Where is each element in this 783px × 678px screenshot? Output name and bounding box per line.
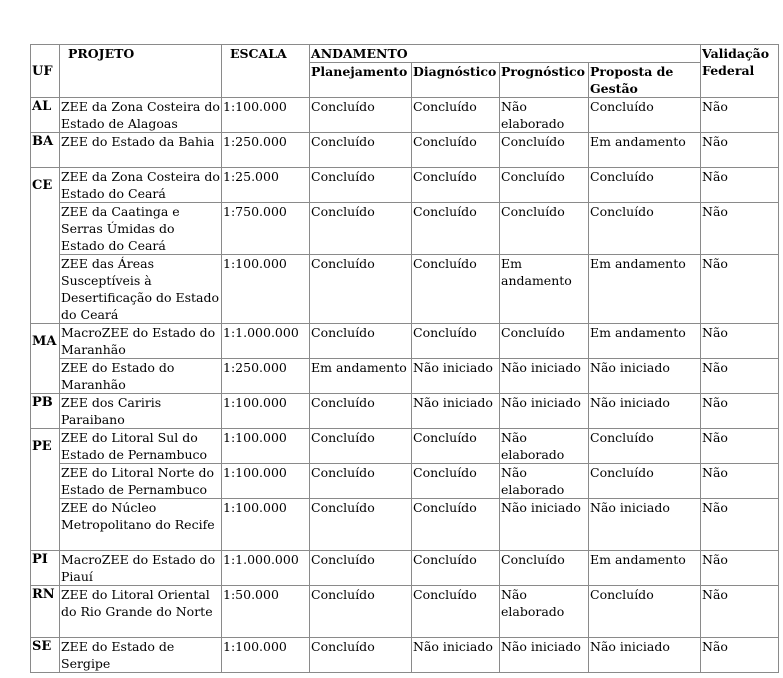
- cell-validacao: Não: [701, 586, 779, 638]
- cell-escala: 1:1.000.000: [222, 324, 310, 359]
- cell-escala: 1:100.000: [222, 464, 310, 499]
- table-row: [31, 551, 779, 586]
- cell-validacao: Não: [701, 203, 779, 255]
- uf-cell: MA: [31, 324, 60, 394]
- table-row: [31, 394, 779, 429]
- cell-prognostico: Não iniciado: [500, 499, 589, 551]
- cell-escala: 1:1.000.000: [222, 551, 310, 586]
- cell-diagnostico: Concluído: [412, 255, 500, 324]
- cell-planejamento: Concluído: [310, 429, 412, 464]
- cell-projeto: ZEE das Áreas Susceptíveis à Desertificação do Estado do Ceará: [60, 255, 222, 324]
- cell-projeto: ZEE do Litoral Norte do Estado de Pernambuco: [60, 464, 222, 499]
- table-row: [31, 98, 779, 133]
- cell-prognostico: Concluído: [500, 324, 589, 359]
- cell-prognostico: Concluído: [500, 203, 589, 255]
- cell-proposta: Não iniciado: [589, 394, 701, 429]
- table-row: [31, 255, 779, 324]
- header-escala: ESCALA: [222, 45, 310, 98]
- cell-planejamento: Concluído: [310, 551, 412, 586]
- table-row: [31, 324, 779, 359]
- header-proposta: Proposta de Gestão: [589, 63, 701, 98]
- cell-escala: 1:50.000: [222, 586, 310, 638]
- cell-proposta: Concluído: [589, 203, 701, 255]
- uf-cell: BA: [31, 133, 60, 168]
- cell-proposta: Concluído: [589, 98, 701, 133]
- cell-escala: 1:250.000: [222, 133, 310, 168]
- table-row: [31, 499, 779, 551]
- table-row: [31, 464, 779, 499]
- table-row: [31, 133, 779, 168]
- cell-planejamento: Concluído: [310, 324, 412, 359]
- cell-escala: 1:100.000: [222, 98, 310, 133]
- table-row: [31, 203, 779, 255]
- cell-escala: 1:25.000: [222, 168, 310, 203]
- cell-escala: 1:100.000: [222, 394, 310, 429]
- cell-prognostico: Em andamento: [500, 255, 589, 324]
- cell-projeto: ZEE do Estado de Sergipe: [60, 638, 222, 673]
- cell-escala: 1:100.000: [222, 429, 310, 464]
- cell-projeto: MacroZEE do Estado do Piauí: [60, 551, 222, 586]
- cell-escala: 1:750.000: [222, 203, 310, 255]
- cell-proposta: Não iniciado: [589, 499, 701, 551]
- cell-proposta: Não iniciado: [589, 359, 701, 394]
- cell-planejamento: Concluído: [310, 98, 412, 133]
- uf-cell: AL: [31, 98, 60, 133]
- cell-diagnostico: Concluído: [412, 499, 500, 551]
- table-row: [31, 429, 779, 464]
- cell-projeto: ZEE da Zona Costeira do Estado de Alagoas: [61, 99, 220, 131]
- cell-diagnostico: Concluído: [412, 133, 500, 168]
- cell-diagnostico: Concluído: [412, 464, 500, 499]
- cell-validacao: Não: [701, 464, 779, 499]
- cell-validacao: Não: [701, 359, 779, 394]
- table-row: [31, 586, 779, 638]
- cell-diagnostico: Concluído: [412, 324, 500, 359]
- cell-validacao: Não: [701, 255, 779, 324]
- cell-escala: 1:100.000: [222, 255, 310, 324]
- cell-projeto: ZEE do Estado da Bahia: [60, 133, 222, 168]
- cell-diagnostico: Não iniciado: [412, 394, 500, 429]
- header-projeto: PROJETO: [60, 45, 222, 98]
- cell-projeto: ZEE dos Cariris Paraibano: [60, 394, 222, 429]
- cell-validacao: Não: [701, 98, 779, 133]
- header-planejamento: Planejamento: [310, 63, 412, 98]
- cell-validacao: Não: [701, 394, 779, 429]
- cell-proposta: Concluído: [589, 168, 701, 203]
- cell-planejamento: Concluído: [310, 133, 412, 168]
- header-andamento: ANDAMENTO: [310, 45, 701, 63]
- cell-projeto: ZEE do Núcleo Metropolitano do Recife: [60, 499, 222, 551]
- cell-planejamento: Concluído: [310, 586, 412, 638]
- cell-validacao: Não: [701, 551, 779, 586]
- header-validacao: Validação Federal: [701, 45, 779, 98]
- table-row: [31, 168, 779, 203]
- cell-prognostico: Concluído: [500, 551, 589, 586]
- header-row-1: [31, 45, 779, 63]
- cell-diagnostico: Concluído: [412, 203, 500, 255]
- cell-validacao: Não: [701, 429, 779, 464]
- cell-prognostico: Não elaborado: [500, 586, 589, 638]
- uf-cell: CE: [31, 168, 60, 324]
- cell-proposta: Concluído: [589, 464, 701, 499]
- header-diagnostico: Diagnóstico: [412, 63, 500, 98]
- cell-diagnostico: Não iniciado: [412, 359, 500, 394]
- cell-prognostico: Não iniciado: [500, 359, 589, 394]
- cell-validacao: Não: [701, 133, 779, 168]
- cell-diagnostico: Concluído: [412, 168, 500, 203]
- cell-validacao: Não: [701, 499, 779, 551]
- uf-cell: RN: [31, 586, 60, 638]
- cell-escala: 1:100.000: [222, 499, 310, 551]
- cell-projeto: ZEE da Caatinga e Serras Úmidas do Estado do Ceará: [60, 203, 222, 255]
- cell-proposta: Em andamento: [589, 324, 701, 359]
- uf-cell: PI: [31, 551, 60, 586]
- cell-planejamento: Concluído: [310, 499, 412, 551]
- cell-escala: 1:250.000: [222, 359, 310, 394]
- uf-cell: SE: [31, 638, 60, 673]
- cell-prognostico: Concluído: [500, 133, 589, 168]
- table-row: [31, 359, 779, 394]
- cell-planejamento: Concluído: [310, 464, 412, 499]
- cell-proposta: Em andamento: [589, 551, 701, 586]
- cell-projeto: ZEE do Litoral Oriental do Rio Grande do Norte: [60, 586, 222, 638]
- cell-proposta: Não iniciado: [589, 638, 701, 673]
- cell-diagnostico: Concluído: [412, 551, 500, 586]
- cell-proposta: Em andamento: [589, 255, 701, 324]
- table-row: [31, 638, 779, 673]
- cell-validacao: Não: [701, 638, 779, 673]
- cell-prognostico: Concluído: [500, 168, 589, 203]
- cell-planejamento: Em andamento: [310, 359, 412, 394]
- cell-projeto: ZEE do Litoral Sul do Estado de Pernambuco: [60, 429, 222, 464]
- cell-prognostico: Não elaborado: [500, 464, 589, 499]
- uf-cell: PB: [31, 394, 60, 429]
- cell-planejamento: Concluído: [310, 203, 412, 255]
- cell-planejamento: Concluído: [310, 638, 412, 673]
- header-uf: UF: [31, 45, 60, 98]
- cell-validacao: Não: [701, 324, 779, 359]
- cell-diagnostico: Concluído: [412, 586, 500, 638]
- cell-prognostico: Não elaborado: [500, 429, 589, 464]
- cell-proposta: Concluído: [589, 429, 701, 464]
- uf-cell: PE: [31, 429, 60, 551]
- cell-diagnostico: Concluído: [412, 429, 500, 464]
- cell-proposta: Concluído: [589, 586, 701, 638]
- header-prognostico: Prognóstico: [500, 63, 589, 98]
- cell-planejamento: Concluído: [310, 394, 412, 429]
- cell-diagnostico: Concluído: [412, 98, 500, 133]
- zee-status-table: [30, 44, 779, 673]
- cell-prognostico: Não iniciado: [500, 638, 589, 673]
- cell-validacao: Não: [701, 168, 779, 203]
- cell-diagnostico: Não iniciado: [412, 638, 500, 673]
- cell-escala: 1:100.000: [222, 638, 310, 673]
- cell-projeto: ZEE do Estado do Maranhão: [60, 359, 222, 394]
- cell-projeto: ZEE da Zona Costeira do Estado do Ceará: [61, 169, 220, 201]
- cell-projeto: MacroZEE do Estado do Maranhão: [60, 324, 222, 359]
- cell-prognostico: Não elaborado: [500, 98, 589, 133]
- cell-planejamento: Concluído: [310, 255, 412, 324]
- cell-planejamento: Concluído: [310, 168, 412, 203]
- cell-proposta: Em andamento: [589, 133, 701, 168]
- cell-prognostico: Não iniciado: [500, 394, 589, 429]
